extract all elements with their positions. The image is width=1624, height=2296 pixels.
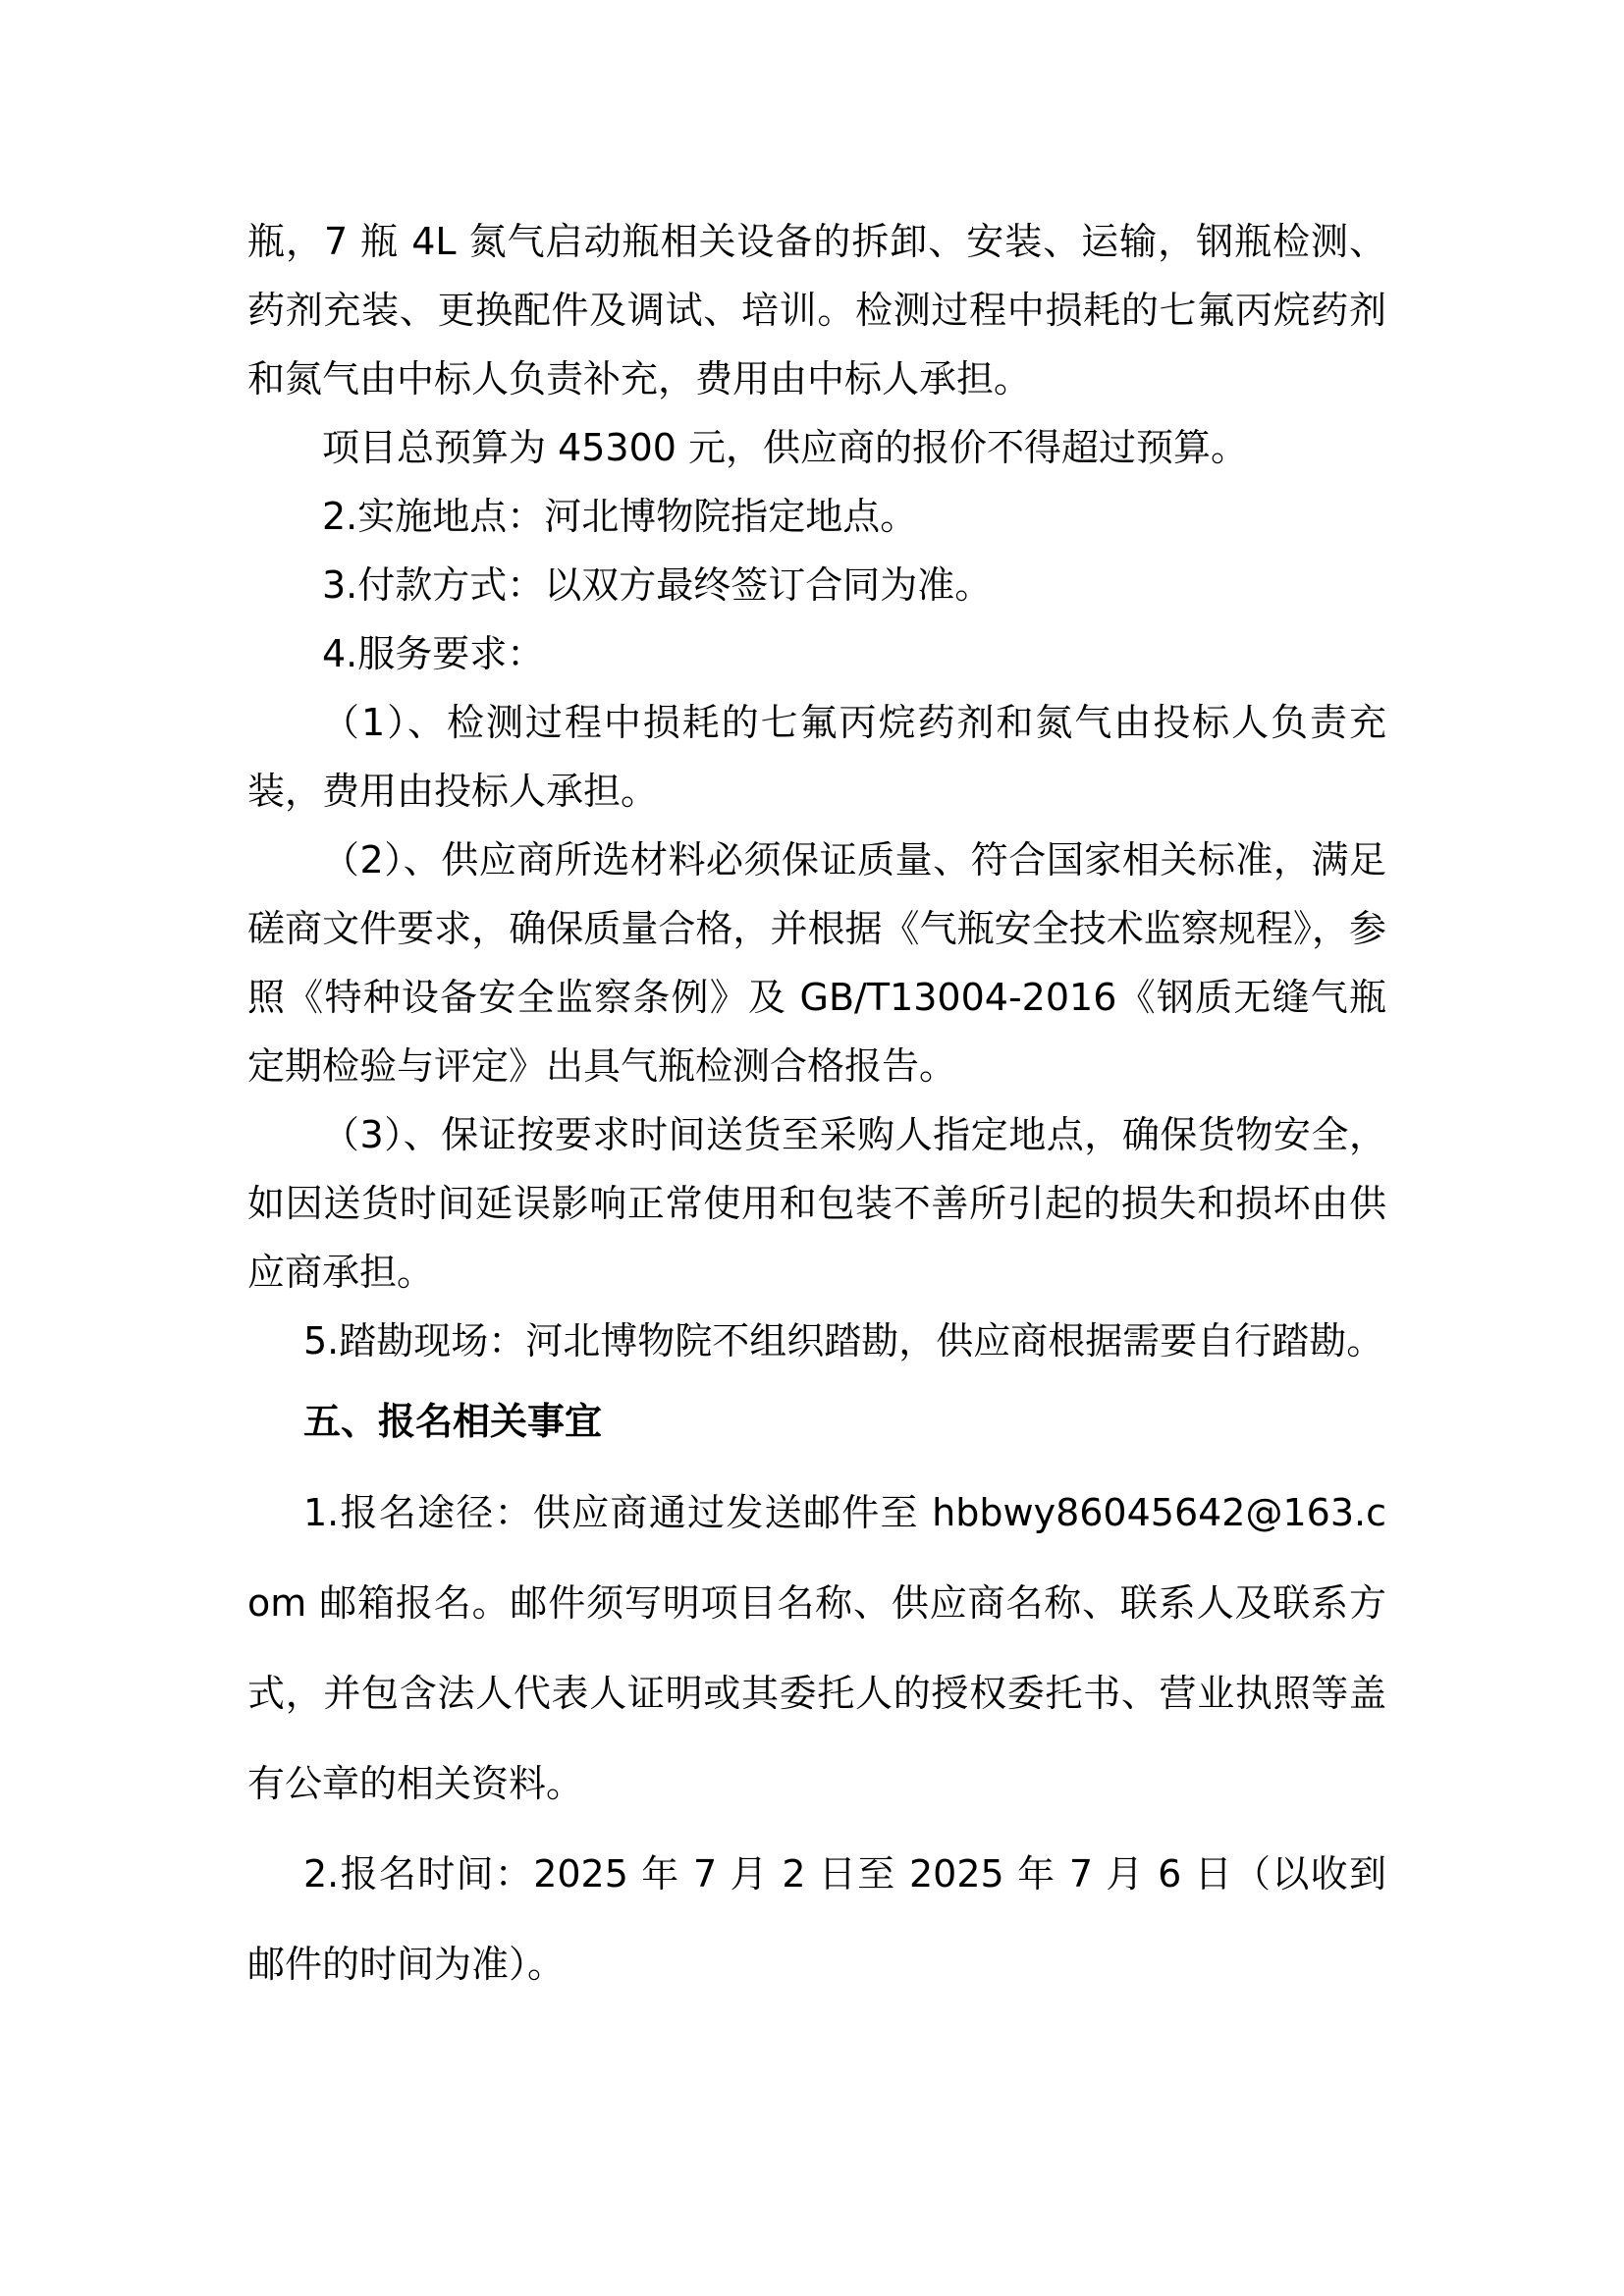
paragraph-requirement-2: （2）、供应商所选材料必须保证质量、符合国家相关标准，满足磋商文件要求，确保质量合格，并根据《气瓶安全技术监察规程》，参照《特种设备安全监察条例》及 GB/T13004-2016《钢质无缝气瓶定期检验与评定》出具气瓶检测合格报告。	[247, 838, 1386, 1088]
paragraph-service-requirements: 4.服务要求：	[322, 632, 545, 675]
paragraph-scope-continued: 瓶，7 瓶 4L 氮气启动瓶相关设备的拆卸、安装、运输，钢瓶检测、药剂充装、更换配件及调试、培训。检测过程中损耗的七氟丙烷药剂和氮气由中标人负责补充，费用由中标人承担。	[247, 220, 1386, 400]
section-heading-registration: 五、报名相关事宜	[303, 1400, 603, 1443]
document-body	[247, 207, 1386, 2009]
paragraph-budget: 项目总预算为 45300 元，供应商的报价不得超过预算。	[322, 426, 1249, 469]
paragraph-payment: 3.付款方式：以双方最终签订合同为准。	[322, 563, 993, 607]
section-registration	[247, 1468, 1386, 2009]
paragraph-registration-method: 1.报名途径：供应商通过发送邮件至 hbbwy86045642@163.com 邮箱报名。邮件须写明项目名称、供应商名称、联系人及联系方式，并包含法人代表人证明或其委托人的授权委托书、营业执照等盖有公章的相关资料。	[247, 1491, 1386, 1805]
paragraph-requirement-3: （3）、保证按要求时间送货至采购人指定地点，确保货物安全，如因送货时间延误影响正常使用和包装不善所引起的损失和损坏由供应商承担。	[247, 1113, 1386, 1294]
paragraph-registration-time: 2.报名时间：2025 年 7 月 2 日至 2025 年 7 月 6 日（以收到邮件的时间为准）。	[247, 1852, 1386, 1986]
paragraph-requirement-1: （1）、检测过程中损耗的七氟丙烷药剂和氮气由投标人负责充装，费用由投标人承担。	[247, 701, 1386, 813]
paragraph-site-visit: 5.踏勘现场：河北博物院不组织踏勘，供应商根据需要自行踏勘。	[303, 1319, 1384, 1362]
paragraph-location: 2.实施地点：河北博物院指定地点。	[322, 495, 918, 538]
